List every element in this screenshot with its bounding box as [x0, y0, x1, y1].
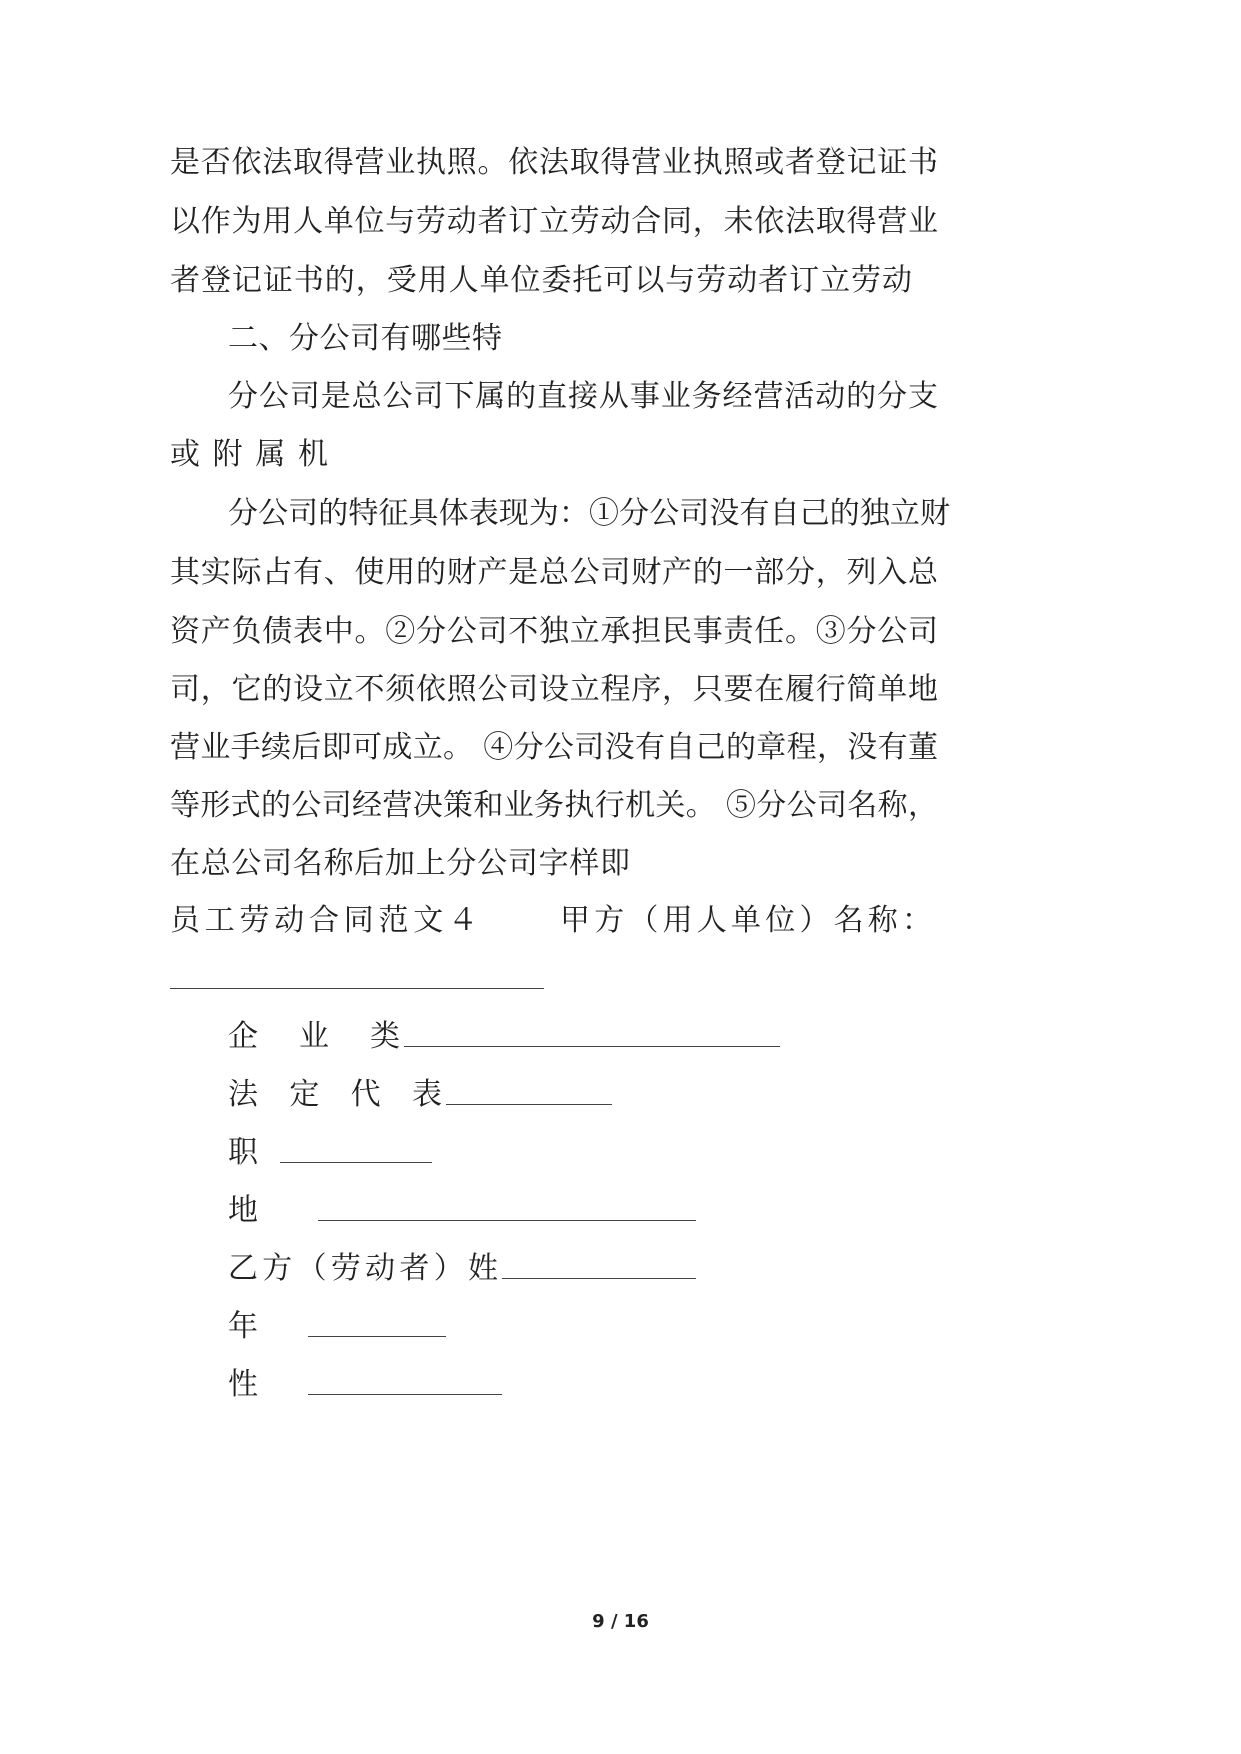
position-blank[interactable]	[280, 1162, 432, 1163]
paragraph-line	[0, 839, 1241, 889]
paragraph-text: 资产负债表中。②分公司不独立承担民事责任。③分公司	[170, 614, 938, 649]
paragraph-text: 司，它的设立不须依照公司设立程序，只要在履行简单地	[170, 672, 938, 707]
paragraph-line	[0, 256, 1241, 306]
paragraph-line	[0, 607, 1241, 657]
paragraph-line	[0, 489, 1241, 539]
field-age	[0, 1302, 1241, 1352]
field-gender	[0, 1360, 1241, 1410]
paragraph-line	[0, 723, 1241, 773]
paragraph-line	[0, 138, 1241, 188]
paragraph-line	[0, 430, 1241, 480]
paragraph-text: 在总公司名称后加上分公司字样即	[170, 846, 630, 881]
field-label: 法 定 代 表	[228, 1077, 442, 1112]
age-blank[interactable]	[308, 1336, 446, 1337]
contract-title-line	[0, 896, 1241, 946]
legal-representative-blank[interactable]	[446, 1104, 612, 1105]
paragraph-line	[0, 548, 1241, 598]
party-a-name-blank[interactable]	[170, 988, 544, 989]
section-heading-text: 二、分公司有哪些特	[228, 321, 502, 356]
paragraph-text: 等形式的公司经营决策和业务执行机关。 ⑤分公司名称，	[170, 788, 938, 823]
paragraph-text: 或附属机	[170, 437, 328, 472]
paragraph-line	[0, 372, 1241, 422]
field-label: 企 业 类	[228, 1019, 400, 1054]
field-address	[0, 1186, 1241, 1236]
paragraph-text: 营业手续后即可成立。 ④分公司没有自己的章程，没有董	[170, 730, 938, 765]
field-label: 年	[228, 1309, 258, 1344]
field-label: 乙方（劳动者）姓	[228, 1251, 498, 1286]
paragraph-text: 以作为用人单位与劳动者订立劳动合同，未依法取得营业	[170, 204, 938, 239]
paragraph-line	[0, 197, 1241, 247]
field-label: 性	[228, 1367, 258, 1402]
enterprise-type-blank[interactable]	[404, 1046, 780, 1047]
section-heading	[0, 314, 1241, 364]
paragraph-text: 是否依法取得营业执照。依法取得营业执照或者登记证书	[170, 145, 938, 180]
paragraph-line	[0, 781, 1241, 831]
page-number: 9 / 16	[592, 1611, 649, 1632]
paragraph-text: 分公司的特征具体表现为：①分公司没有自己的独立财	[228, 496, 950, 531]
gender-blank[interactable]	[308, 1394, 502, 1395]
party-b-name-blank[interactable]	[502, 1278, 696, 1279]
field-position	[0, 1128, 1241, 1178]
paragraph-text: 分公司是总公司下属的直接从事业务经营活动的分支	[228, 379, 938, 414]
paragraph-text: 其实际占有、使用的财产是总公司财产的一部分，列入总	[170, 555, 938, 590]
party-a-name-label: 甲方（用人单位）名称：	[560, 903, 932, 938]
address-blank[interactable]	[318, 1220, 696, 1221]
paragraph-text: 者登记证书的，受用人单位委托可以与劳动者订立劳动	[170, 263, 912, 298]
paragraph-line	[0, 665, 1241, 715]
field-legal-representative	[0, 1070, 1241, 1120]
field-label: 职	[228, 1135, 258, 1170]
field-party-b-name	[0, 1244, 1241, 1294]
field-label: 地	[228, 1193, 258, 1228]
field-enterprise-type	[0, 1012, 1241, 1062]
contract-title: 员工劳动合同范文４	[170, 903, 478, 938]
